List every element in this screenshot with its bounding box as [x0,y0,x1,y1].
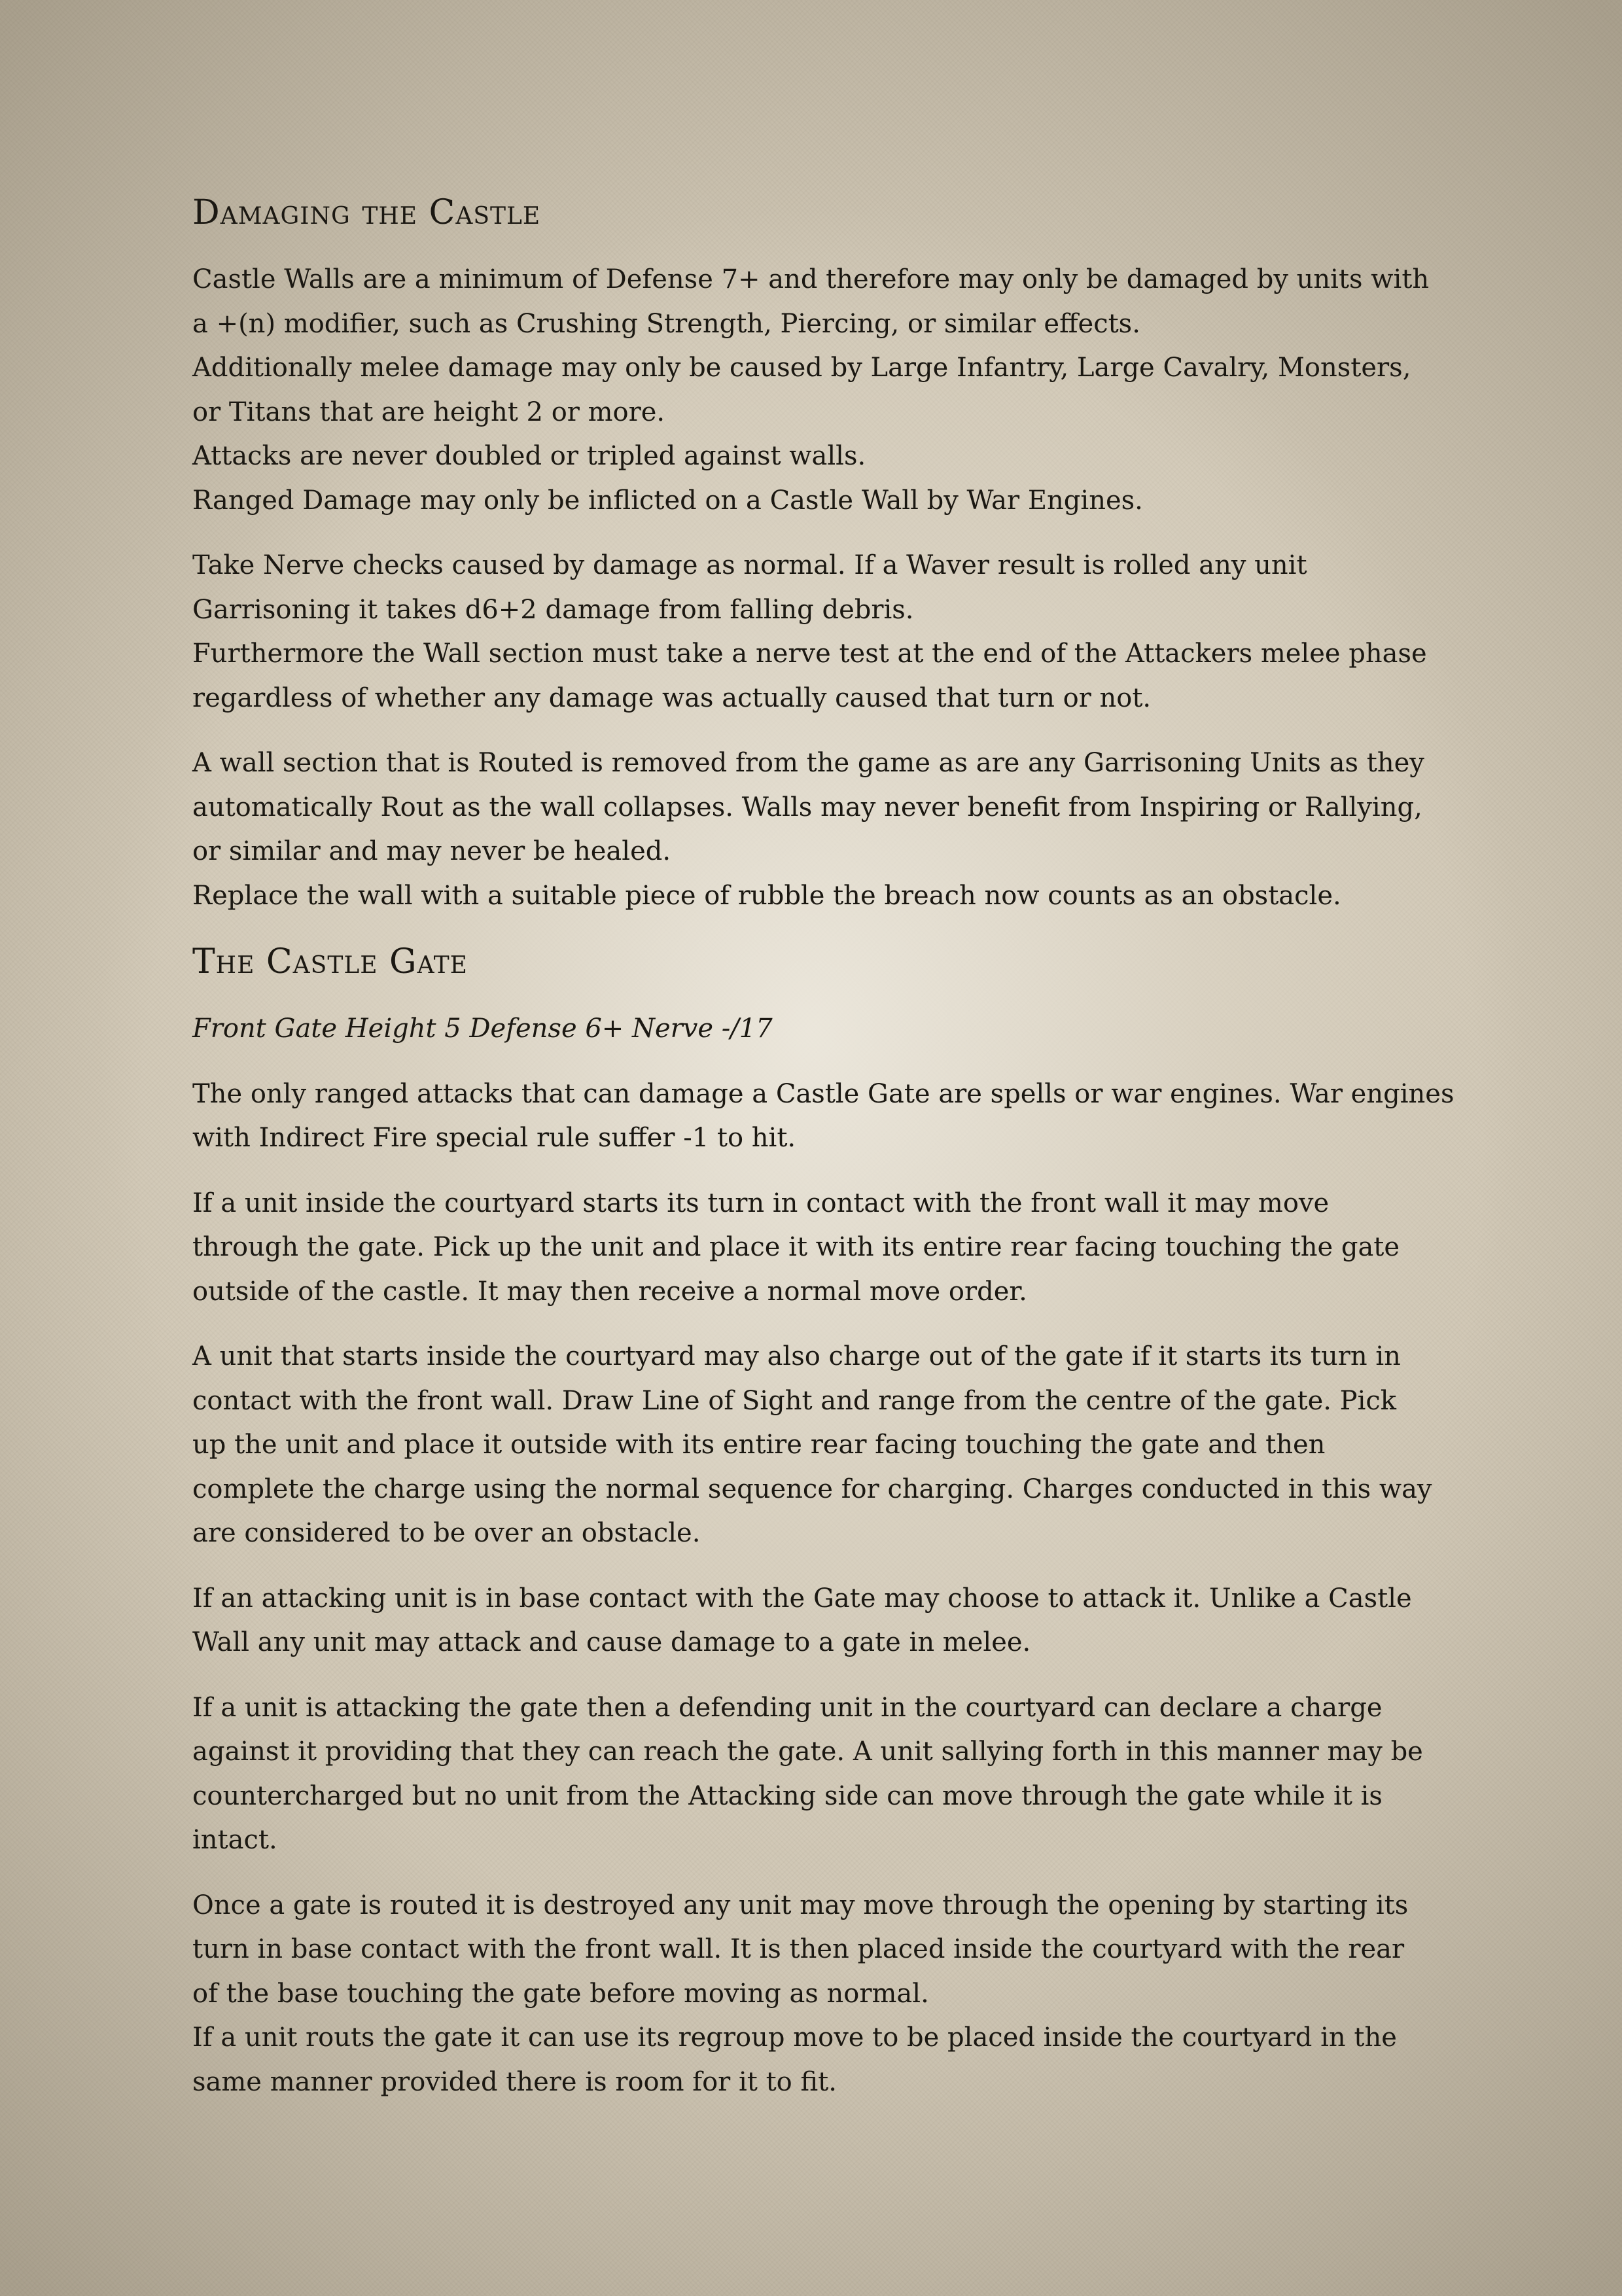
text-line: Attacks are never doubled or tripled against walls. [192,441,866,471]
text-line: A wall section that is Routed is removed from the game as are any Garrisoning Units as they [192,748,1424,778]
text-line: up the unit and place it outside with its entire rear facing touching the gate and then [192,1430,1326,1460]
paragraph [192,1577,1449,1665]
text-line: Furthermore the Wall section must take a nerve test at the end of the Attackers melee phase [192,639,1427,669]
paragraph [192,1884,1449,2105]
text-line: intact. [192,1825,277,1855]
text-line: or similar and may never be healed. [192,836,671,866]
text-line: Garrisoning it takes d6+2 damage from falling debris. [192,594,914,625]
text-line: Additionally melee damage may only be caused by Large Infantry, Large Cavalry, Monsters, [192,353,1411,383]
gate-stat-line: Front Gate Height 5 Defense 6+ Nerve -/17 [192,1014,773,1044]
paragraph [192,1686,1449,1863]
paragraph [192,258,1449,523]
text-line: outside of the castle. It may then receive a normal move order. [192,1276,1027,1307]
text-line: or Titans that are height 2 or more. [192,397,665,427]
rules-page [192,190,1455,2125]
text-line: against it providing that they can reach the gate. A unit sallying forth in this manner may be [192,1737,1423,1767]
text-line: a +(n) modifier, such as Crushing Strength, Piercing, or similar effects. [192,308,1140,339]
text-line: same manner provided there is room for it to fit. [192,2066,837,2097]
section-heading-damaging-castle: Damaging the Castle [192,193,541,232]
text-line: A unit that starts inside the courtyard may also charge out of the gate if it starts its turn in [192,1341,1401,1371]
text-line: countercharged but no unit from the Attacking side can move through the gate while it is [192,1780,1383,1811]
text-line: If a unit routs the gate it can use its regroup move to be placed inside the courtyard in the [192,2022,1397,2053]
text-line: If an attacking unit is in base contact with the Gate may choose to attack it. Unlike a Castle [192,1583,1412,1614]
text-line: turn in base contact with the front wall. It is then placed inside the courtyard with the rear [192,1934,1405,1964]
paragraph [192,741,1449,918]
text-line: are considered to be over an obstacle. [192,1518,701,1548]
paragraph [192,1335,1449,1556]
text-line: Once a gate is routed it is destroyed any unit may move through the opening by starting its [192,1890,1409,1920]
text-line: Ranged Damage may only be inflicted on a Castle Wall by War Engines. [192,485,1143,516]
section-heading-castle-gate: The Castle Gate [192,942,468,981]
text-line: complete the charge using the normal sequence for charging. Charges conducted in this way [192,1474,1432,1504]
paragraph [192,544,1449,720]
text-line: automatically Rout as the wall collapses. Walls may never benefit from Inspiring or Rallying, [192,792,1422,822]
paragraph [192,1072,1455,1161]
text-line: Take Nerve checks caused by damage as normal. If a Waver result is rolled any unit [192,550,1307,580]
text-line: Wall any unit may attack and cause damage to a gate in melee. [192,1627,1031,1657]
text-line: Replace the wall with a suitable piece of rubble the breach now counts as an obstacle. [192,880,1341,911]
text-line: with Indirect Fire special rule suffer -1 to hit. [192,1123,796,1153]
text-line: regardless of whether any damage was actually caused that turn or not. [192,682,1152,713]
paragraph [192,1182,1449,1315]
text-line: If a unit is attacking the gate then a defending unit in the courtyard can declare a charge [192,1692,1383,1723]
text-line: Castle Walls are a minimum of Defense 7+ and therefore may only be damaged by units with [192,264,1430,294]
text-line: through the gate. Pick up the unit and place it with its entire rear facing touching the gate [192,1232,1400,1262]
text-line: contact with the front wall. Draw Line of Sight and range from the centre of the gate. Pick [192,1385,1397,1416]
text-line: If a unit inside the courtyard starts its turn in contact with the front wall it may move [192,1188,1330,1218]
text-line: of the base touching the gate before moving as normal. [192,1978,929,2009]
text-line: The only ranged attacks that can damage a Castle Gate are spells or war engines. War engines [192,1078,1455,1109]
